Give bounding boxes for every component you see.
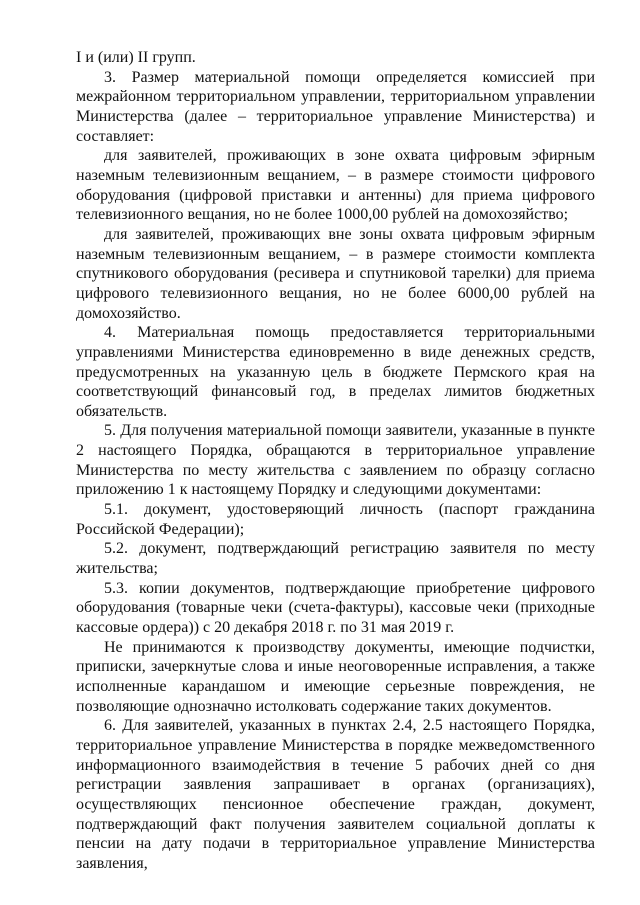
paragraph-5-3-purchase-copies: 5.3. копии документов, подтверждающие приобретение цифрового оборудования (товарные чеки (счета-фактуры), кассовые чеки (приходные кассовые ордера)) с 20 декабря 2018 г. по 31 мая 2019 г. — [76, 579, 595, 637]
paragraph-6-interagency-request: 6. Для заявителей, указанных в пунктах 2.4, 2.5 настоящего Порядка, территориальное управление Министерства в порядке межведомственного информационного взаимодействия в течение 5 рабочих дней со дня регистрации заявления запрашивает в органах (организациях), осуществляющих пенсионное обеспечение граждан, документ, подтверждающий факт получения заявителем социальной доплаты к пенсии на дату подачи в территориальное управление Министерства заявления, — [76, 717, 595, 872]
paragraph-not-accepted-documents: Не принимаются к производству документы, имеющие подчистки, приписки, зачеркнутые слова и иные неоговоренные исправления, а также исполненные карандашом и имеющие серьезные повреждения, не позволяющие однозначно истолковать содержание таких документов. — [76, 638, 595, 715]
paragraph-4-provision: 4. Материальная помощь предоставляется территориальными управлениями Министерства единовременно в виде денежных средств, предусмотренных на указанную цель в бюджете Пермского края на соответствующий финансовый год, в пределах лимитов бюджетных обязательств. — [76, 324, 595, 420]
paragraph-5-application: 5. Для получения материальной помощи заявители, указанные в пункте 2 настоящего Порядка, обращаются в территориальное управление Министерства по месту жительства с заявлением по образцу согласно приложению 1 к настоящему Порядку и следующими документами: — [76, 422, 595, 499]
paragraph-5-2-registration-document: 5.2. документ, подтверждающий регистрацию заявителя по месту жительства; — [76, 540, 595, 578]
document-text — [76, 48, 595, 874]
paragraph-continuation: I и (или) II групп. — [76, 49, 196, 66]
paragraph-coverage-zone: для заявителей, проживающих в зоне охвата цифровым эфирным наземным телевизионным вещанием, – в размере стоимости цифрового оборудования (цифровой приставки и антенны) для приема цифрового телевизионного вещания, но не более 1000,00 рублей на домохозяйство; — [76, 147, 595, 224]
paragraph-3-assistance-amount: 3. Размер материальной помощи определяется комиссией при межрайонном территориальном управлении, территориальном управлении Министерства (далее – территориальное управление Министерства) и составляет: — [76, 68, 595, 145]
paragraph-outside-coverage-zone: для заявителей, проживающих вне зоны охвата цифровым эфирным наземным телевизионным вещанием, – в размере стоимости комплекта спутникового оборудования (ресивера и спутниковой тарелки) для приема цифрового телевизионного вещания, но не более 6000,00 рублей на домохозяйство. — [76, 225, 595, 322]
paragraph-5-1-identity-document: 5.1. документ, удостоверяющий личность (паспорт гражданина Российской Федерации); — [76, 501, 595, 538]
